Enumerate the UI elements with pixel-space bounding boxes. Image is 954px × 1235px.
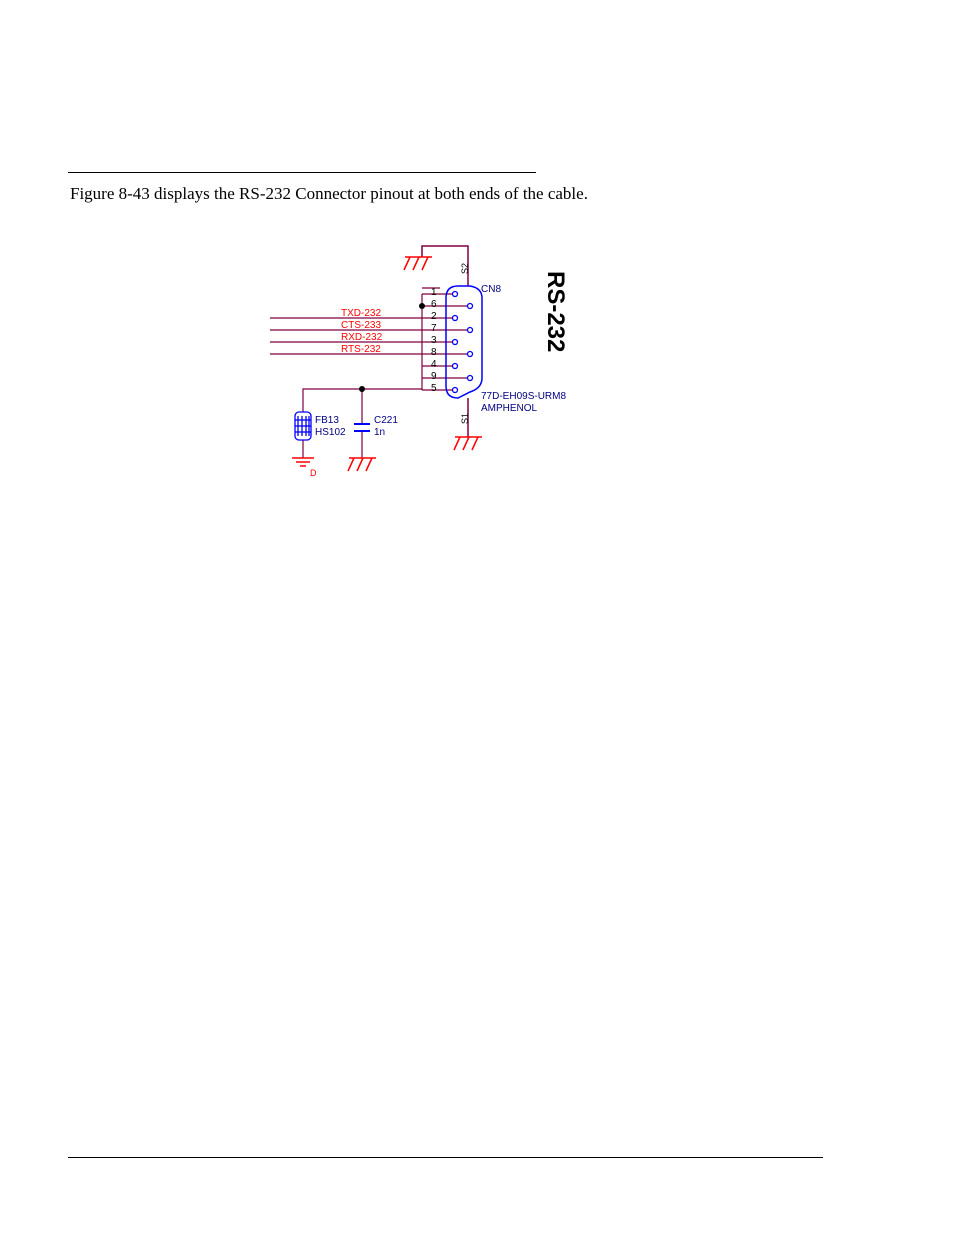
pin-stub-lines <box>422 294 468 390</box>
connector-part-number: 77D-EH09S-URM8 <box>481 391 567 402</box>
capacitor-ref: C221 <box>374 415 398 426</box>
ground-junction-dot <box>359 386 365 392</box>
chassis-ground-icon <box>348 458 376 471</box>
shield-pin-s1: S1 <box>460 412 470 424</box>
connector-title: RS-232 <box>542 271 569 353</box>
ground-label: D <box>310 468 317 478</box>
pin-number: 1 <box>431 287 437 298</box>
shield-pin-s2: S2 <box>460 262 470 274</box>
chassis-ground-icon <box>454 437 482 450</box>
pin-junction-dot <box>419 303 425 309</box>
pin-number: 4 <box>431 359 437 370</box>
net-label: RXD-232 <box>341 332 383 343</box>
db9-pin-circles <box>453 292 473 393</box>
figure-caption: Figure 8-43 displays the RS-232 Connector pinout at both ends of the cable. <box>70 184 588 203</box>
digital-ground-icon <box>292 458 314 466</box>
ferrite-value: HS102 <box>315 427 346 438</box>
pin-number: 9 <box>431 371 437 382</box>
capacitor-value: 1n <box>374 427 386 438</box>
ferrite-bead-icon <box>295 412 311 440</box>
connector-ref: CN8 <box>481 284 502 295</box>
net-label: CTS-233 <box>341 320 382 331</box>
footer-rule <box>68 1157 823 1158</box>
pin-number: 8 <box>431 347 437 358</box>
connector-manufacturer: AMPHENOL <box>481 403 538 414</box>
net-label: RTS-232 <box>341 344 381 355</box>
pin-number: 5 <box>431 383 437 394</box>
net-label: TXD-232 <box>341 308 382 319</box>
pin-number: 7 <box>431 323 437 334</box>
ferrite-ref: FB13 <box>315 415 339 426</box>
pin-number: 3 <box>431 335 437 346</box>
pin-number: 2 <box>431 311 437 322</box>
chassis-ground-icon <box>404 257 432 270</box>
pin-number: 6 <box>431 299 437 310</box>
capacitor-icon <box>354 424 370 431</box>
